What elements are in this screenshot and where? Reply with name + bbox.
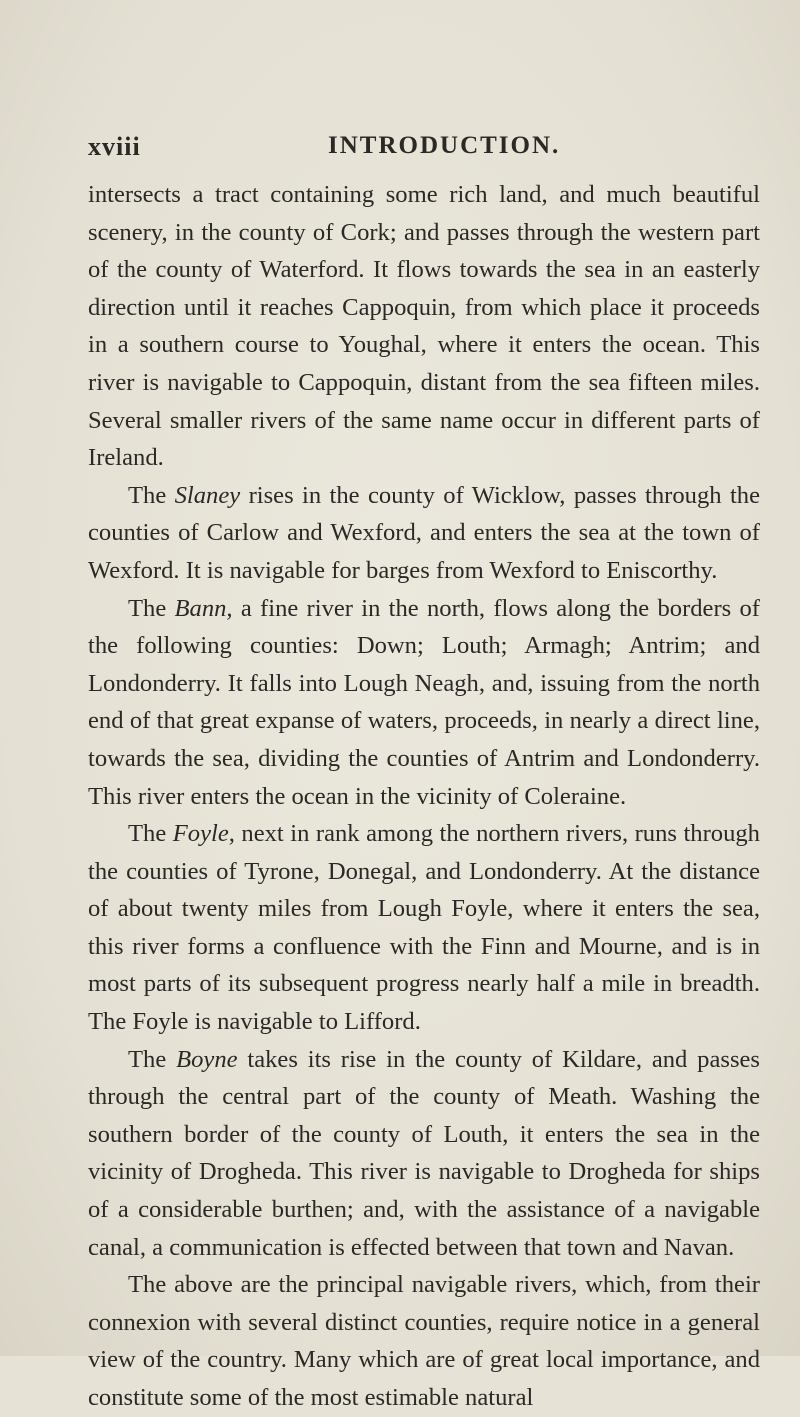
river-name: Slaney xyxy=(174,481,241,509)
river-name: Boyne xyxy=(176,1045,238,1073)
paragraph-slaney xyxy=(88,477,760,590)
paragraph-lead: The xyxy=(128,594,175,622)
paragraph-foyle xyxy=(88,815,760,1041)
paragraph-text: a fine river in the north, flows along the borders of the following counties: Down; Louth; Armagh; Antrim; and Londonderry. It falls into Lough Neagh, and, issuing from the north end of that great expanse of waters, proceeds, in nearly a direct line, towards the sea, dividing the counties of Antrim and Londonderry. This river enters the ocean in the vicinity of Coleraine. xyxy=(88,594,760,810)
paragraph-text: rises in the county of Wicklow, passes through the counties of Carlow and Wexford, and enters the sea at the town of Wexford. It is navigable for barges from Wexford to Eniscorthy. xyxy=(88,481,760,584)
paragraph-lead: The xyxy=(128,1045,177,1073)
paragraph-text: intersects a tract containing some rich land, and much beautiful scenery, in the county of Cork; and passes through the western part of the county of Waterford. It flows towards the sea in an easterly direction until it reaches Cappoquin, from which place it proceeds in a southern course to Youghal, where it enters the ocean. This river is navigable to Cappoquin, distant from the sea fifteen miles. Several smaller rivers of the same name occur in different parts of Ireland. xyxy=(88,181,760,472)
paragraph-summary xyxy=(88,1266,760,1416)
paragraph-text: takes its rise in the county of Kildare, and passes through the central part of the county of Meath. Washing the southern border of the county of Louth, it enters the sea in the vicinity of Drogheda. This river is navigable to Drogheda for ships of a considerable burthen; and, with the assistance of a navigable canal, a communication is effected between that town and Navan. xyxy=(88,1045,760,1261)
river-name: Bann, xyxy=(174,594,233,622)
page-header xyxy=(88,132,768,166)
paragraph-boyne xyxy=(88,1041,760,1267)
running-head: INTRODUCTION. xyxy=(328,132,561,159)
paragraph-text: The above are the principal navigable rivers, which, from their connexion with several distinct counties, require notice in a general view of the country. Many which are of great local importance, and constitute some of the most estimable natural xyxy=(88,1271,760,1411)
paragraph-bann xyxy=(88,590,760,816)
paragraph-lead: The xyxy=(128,820,173,848)
river-name: Foyle, xyxy=(172,820,235,848)
body-text xyxy=(88,176,760,1417)
paragraph-lead: The xyxy=(128,481,175,509)
page-number: xviii xyxy=(88,132,141,161)
paragraph-blackwater xyxy=(88,176,760,477)
paragraph-text: next in rank among the northern rivers, runs through the counties of Tyrone, Donegal, and Londonderry. At the distance of about twenty miles from Lough Foyle, where it enters the sea, this river forms a confluence with the Finn and Mourne, and is in most parts of its subsequent progress nearly half a mile in breadth. The Foyle is navigable to Lifford. xyxy=(88,820,760,1036)
